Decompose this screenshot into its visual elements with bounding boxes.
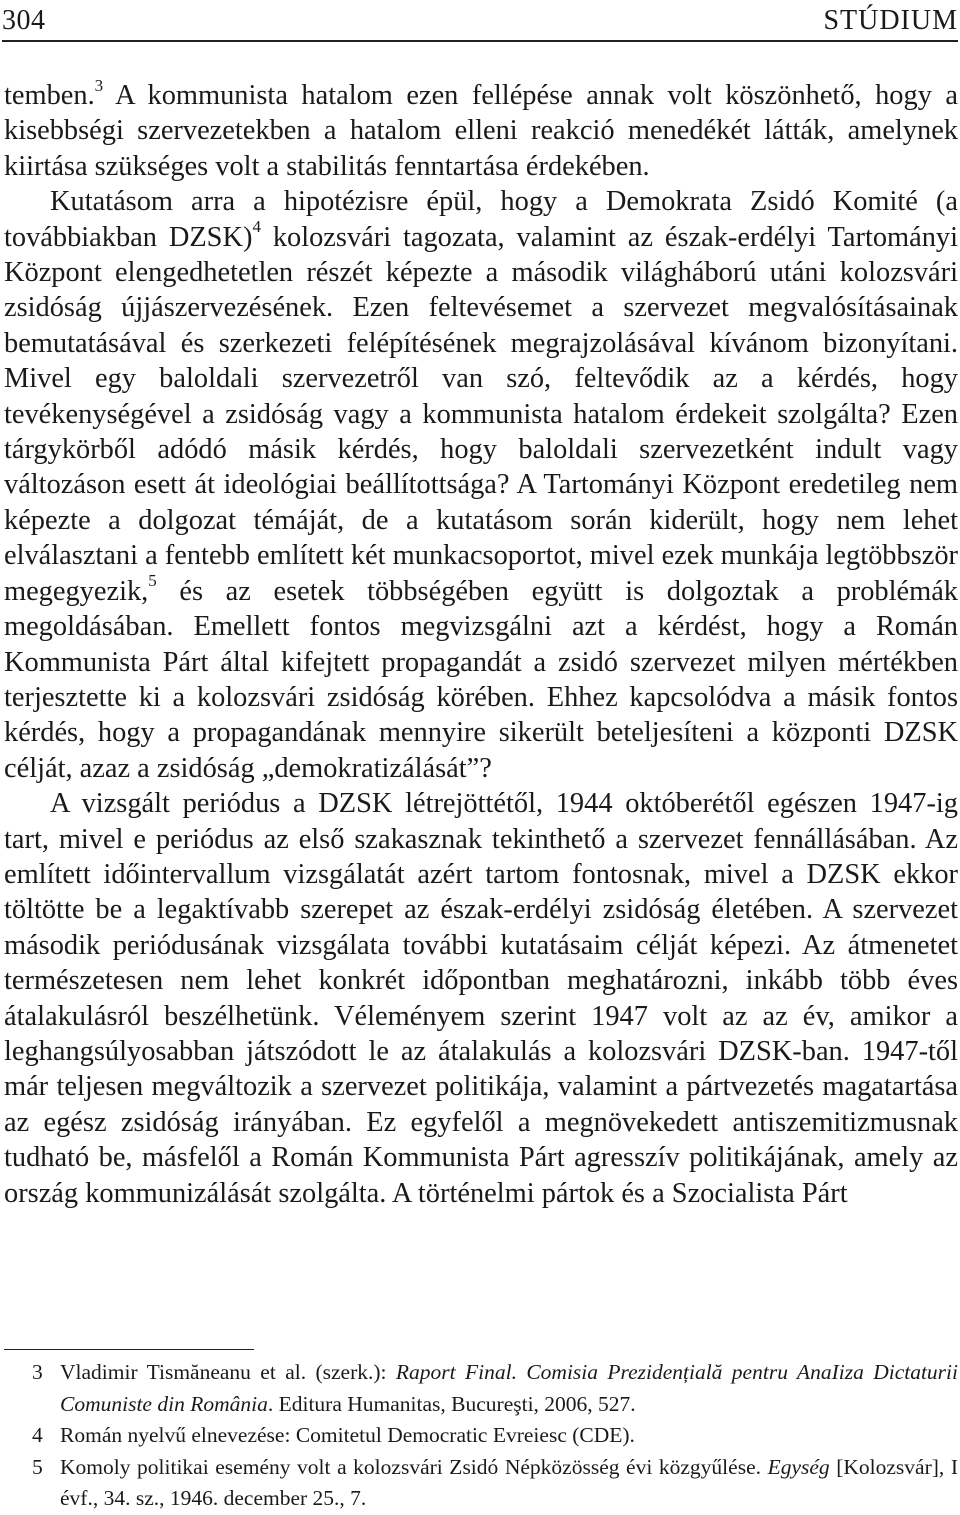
paragraph-2-text-a: Kutatásom arra a hipotézisre épül, hogy a Demokrata Zsidó Komité (a továbbiakban DZSK) — [4, 186, 958, 253]
main-text — [4, 75, 958, 1211]
journal-title: STÚDIUM — [823, 5, 958, 36]
footnote-text-end: [Kolozsvár], I évf., 34. sz., 1946. december 25., 7. — [60, 1454, 959, 1511]
footnote-text: Komoly politikai esemény volt a kolozsvári Zsidó Népközösség évi közgyűlése. — [60, 1454, 768, 1479]
footnote-5 — [4, 1452, 958, 1515]
footnote-number: 5 — [32, 1454, 43, 1479]
footnote-text: Vladimir Tismăneanu et al. (szerk.): — [60, 1360, 396, 1384]
page-number: 304 — [2, 5, 46, 36]
paragraph-1-text-a: temben. — [4, 80, 95, 111]
footnote-3 — [4, 1357, 958, 1420]
paragraph-2 — [4, 184, 958, 786]
paragraph-3: A vizsgált periódus a DZSK létrejöttétől, 1944 októberétől egészen 1947-ig tart, mivel e periódus az első szakasznak tekinthető a szervezet fennállásában. Az említett időintervallum vizsgálatát azért tartom fontosnak, mivel a DZSK ekkor töltötte be a legaktívabb szerepet az észak-erdélyi zsidóság életében. A szervezet második periódusának vizsgálata további kutatásaim célját képezi. Az átmenetet természetesen nem lehet konkrét időpontban meghatározni, inkább több éves átalakulásról beszélhetünk. Véleményem szerint 1947 volt az az év, amikor a leghangsúlyosabban játszódott le az átalakulás a kolozsvári DZSK-ban. 1947-től már teljesen megváltozik a szervezet politikája, valamint a pártvezetés magatartása az egész zsidóság irányában. Ez egyfelől a megnövekedett antiszemitizmusnak tudható be, másfelől a Román Kommunista Párt agresszív politikájának, amely az ország kommunizálását szolgálta. A történelmi pártok és a Szocialista Párt — [4, 788, 958, 1209]
footnote-ref-4[interactable]: 4 — [252, 217, 261, 237]
footnote-divider — [4, 1349, 254, 1350]
paragraph-2-text-b: kolozsvári tagozata, valamint az észak-erdélyi Tartományi Központ elengedhetetlen részét képezte a második világháború utáni kolozsvári zsidóság újjászervezésének. Ezen feltevésemet a szervezet megvalósításainak bemutatásával és szerkezeti felépítésének megrajzolásával kívánom bizonyítani. Mivel egy baloldali szervezetről van szó, feltevődik az a kérdés, hogy tevékenységével a zsidóság vagy a kommunista hatalom érdekeit szolgálta? Ezen tárgykörből adódó másik kérdés, hogy baloldali szervezetként indult vagy változáson esett át ideológiai beállítottsága? A Tartományi Központ eredetileg nem képezte a dolgozat témáját, de a kutatásom során kiderült, hogy nem lehet elválasztani a fentebb említett két munkacsoportot, mivel ezek munkája legtöbbször megegyezik, — [4, 221, 958, 607]
footnote-text: Román nyelvű elnevezése: Comitetul Democratic Evreiesc (CDE). — [60, 1423, 635, 1448]
footnote-ref-5[interactable]: 5 — [148, 571, 157, 591]
footnote-title: Egység — [767, 1454, 830, 1479]
running-header — [2, 0, 958, 42]
footnote-4 — [4, 1420, 958, 1452]
footnote-text-end: . Editura Humanitas, Bucureşti, 2006, 527. — [267, 1391, 636, 1416]
paragraph-1 — [4, 75, 958, 184]
paragraph-1-text-b: A kommunista hatalom ezen fellépése annak volt köszönhető, hogy a kisebbségi szervezetekben a hatalom elleni reakció menedékét látták, amelynek kiirtása szükséges volt a stabilitás fenntartása érdekében. — [4, 80, 958, 182]
footnotes — [4, 1357, 958, 1515]
footnote-ref-3[interactable]: 3 — [94, 75, 104, 95]
footnote-number: 4 — [32, 1423, 43, 1448]
footnote-title: Raport Final. Comisia Prezidențială pentru AnaIiza Dictaturii Comuniste din România — [60, 1360, 958, 1416]
footnote-number: 3 — [32, 1360, 43, 1384]
paragraph-2-text-c: és az esetek többségében együtt is dolgoztak a problémák megoldásában. Emellett fontos megvizsgálni azt a kérdést, hogy a Román Kommunista Párt által kifejtett propagandát a zsidó szervezet milyen mértékben terjesztette ki a kolozsvári zsidóság körében. Ehhez kapcsolódva a másik fontos kérdés, hogy a propagandának mennyire sikerült beteljesíteni a központi DZSK célját, azaz a zsidóság „demokratizálását”? — [4, 575, 958, 784]
